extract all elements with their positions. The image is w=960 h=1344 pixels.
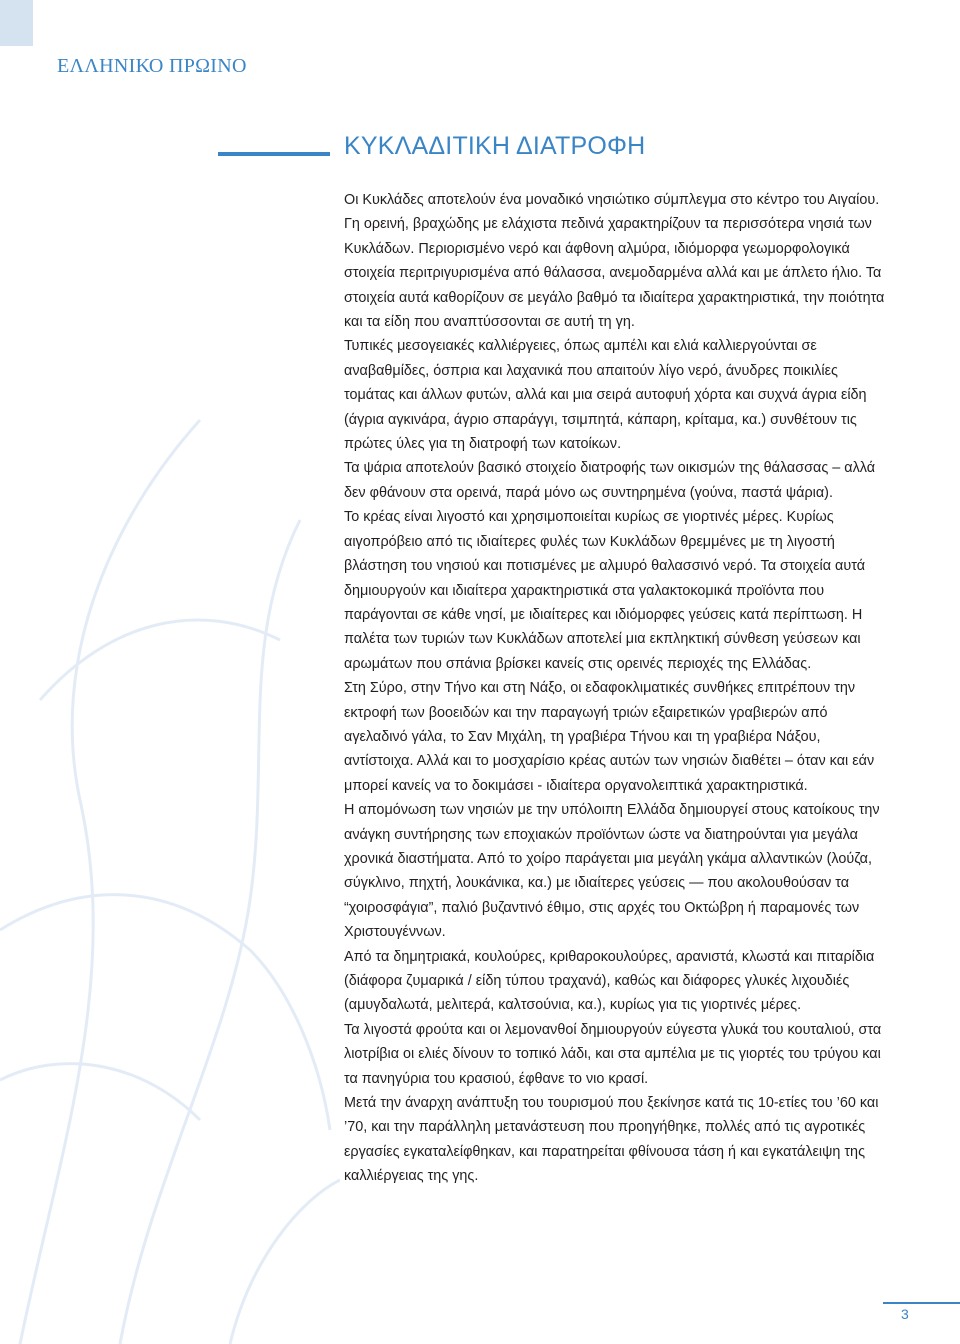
paragraph: Στη Σύρο, στην Τήνο και στη Νάξο, οι εδαφοκλιματικές συνθήκες επιτρέπουν την εκτροφή των βοοειδών και την παραγωγή τριών εξαιρετικών γραβιερών από αγελαδινό γάλα, το Σαν Μιχάλη, τη γραβιέρα Τήνου και τη γραβιέρα Νάξου, αντίστοιχα. Αλλά και το μοσχαρίσιο κρέας αυτών των νησιών διαθέτει – όταν και εάν μπορεί κανείς να το δοκιμάσει - ιδιαίτερα οργανολειπτικά χαρακτηριστικά. bbox=[344, 680, 875, 794]
page-number: 3 bbox=[901, 1306, 909, 1322]
title-rule bbox=[218, 152, 330, 156]
paragraph: Η απομόνωση των νησιών με την υπόλοιπη Ελλάδα δημιουργεί στους κατοίκους την ανάγκη συντήρησης των εποχιακών προϊόντων ώστε να διατηρούνται για μεγάλα χρονικά διαστήματα. Από το χοίρο παράγεται μια μεγάλη γκάμα αλλαντικών (λούζα, σύγκλινο, πηχτή, λουκάνικα, κα.) με ιδιαίτερες γεύσεις — που ακολουθούσαν τα “χοιροσφάγια”, παλιό βυζαντινό έθιμο, στις αρχές του Οκτώβρη ή παραμονές των Χριστουγέννων. bbox=[344, 802, 880, 941]
article-body bbox=[344, 188, 892, 1189]
page-number-rule bbox=[883, 1302, 960, 1304]
floral-ornament bbox=[0, 0, 340, 1344]
paragraph: Τα λιγοστά φρούτα και οι λεμονανθοί δημιουργούν εύγεστα γλυκά του κουταλιού, στα λιοτρίβια οι ελιές δίνουν το τοπικό λάδι, και στα αμπέλια με τις γιορτές του τρύγου και τα πανηγύρια του κρασιού, έφθανε το νιο κρασί. bbox=[344, 1021, 882, 1087]
paragraph: Τυπικές μεσογειακές καλλιέργειες, όπως αμπέλι και ελιά καλλιεργούνται σε αναβαθμίδες, όσπρια και λαχανικά που απαιτούν λίγο νερό, άνυδρες ποικιλίες τομάτας και άλλων φυτών, αλλά και μια σειρά αυτοφυή χόρτα και συχνά άγρια είδη (άγρια αγκινάρα, άγριο σπαράγγι, τσιμπητά, κάπαρη, κρίταμα, κα.) συνθέτουν τις πρώτες ύλες για τη διατροφή των κατοίκων. bbox=[344, 338, 867, 453]
paragraph: Τα ψάρια αποτελούν βασικό στοιχείο διατροφής των οικισμών της θάλασσας – αλλά δεν φθάνουν στα ορεινά, παρά μόνο ως συντηρημένα (γούνα, παστά ψάρια). bbox=[344, 460, 876, 501]
paragraph: Από τα δημητριακά, κουλούρες, κριθαροκουλούρες, αρανιστά, κλωστά και πιταρίδια (διάφορα ζυμαρικά / είδη τύπου τραχανά), καθώς και διάφορες γλυκές λιχουδιές (αμυγδαλωτά, μελιτερά, καλτσούνια, κα.), κυρίως για τις γιορτινές μέρες. bbox=[344, 948, 875, 1014]
paragraph: Μετά την άναρχη ανάπτυξη του τουρισμού που ξεκίνησε κατά τις 10-ετίες του ’60 και ’70, και την παράλληλη μετανάστευση που προηγήθηκε, πολλές από τις αγροτικές εργασίες εγκαταλείφθηκαν, και παρατηρείται φθίνουσα τάση ή και εγκατάλειψη της καλλιέργειας της γης. bbox=[344, 1095, 879, 1185]
running-header-title: ΕΛΛΗΝΙΚΟ ΠΡΩΙΝΟ bbox=[57, 55, 247, 77]
paragraph: Το κρέας είναι λιγοστό και χρησιμοποιείται κυρίως σε γιορτινές μέρες. Κυρίως αιγοπρόβειο από τις ιδιαίτερες φυλές των Κυκλάδων θρεμμένες με τη λιγοστή βλάστηση του νησιού και ποτισμένες με αλμυρό θαλασσινό νερό. Τα στοιχεία αυτά δημιουργούν και ιδιαίτερα χαρακτηριστικά στα γαλακτοκομικά προϊόντα που παράγονται σε κάθε νησί, με ιδιαίτερες και ιδιόμορφες γεύσεις κατά περίπτωση. Η παλέτα των τυριών των Κυκλάδων αποτελεί μια εκπληκτική σύνθεση γεύσεων και αρωμάτων που σπάνια βρίσκει κανείς στις ορεινές περιοχές της Ελλάδας. bbox=[344, 509, 866, 672]
section-title: ΚΥΚΛΑΔΙΤΙΚΗ ΔΙΑΤΡΟΦΗ bbox=[344, 132, 646, 160]
paragraph: Οι Κυκλάδες αποτελούν ένα μοναδικό νησιώτικο σύμπλεγμα στο κέντρο του Αιγαίου. Γη ορεινή, βραχώδης με ελάχιστα πεδινά χαρακτηρίζουν τα περισσότερα νησιά των Κυκλάδων. Περιορισμένο νερό και άφθονη αλμύρα, ιδιόμορφα γεωμορφολογικά στοιχεία περιτριγυρισμένα από θάλασσα, ανεμοδαρμένα αλλά και με άπλετο ήλιο. Τα στοιχεία αυτά καθορίζουν σε μεγάλο βαθμό τα ιδιαίτερα χαρακτηριστικά, την ποιότητα και τα είδη που αναπτύσσονται σε αυτή τη γη. bbox=[344, 192, 885, 331]
